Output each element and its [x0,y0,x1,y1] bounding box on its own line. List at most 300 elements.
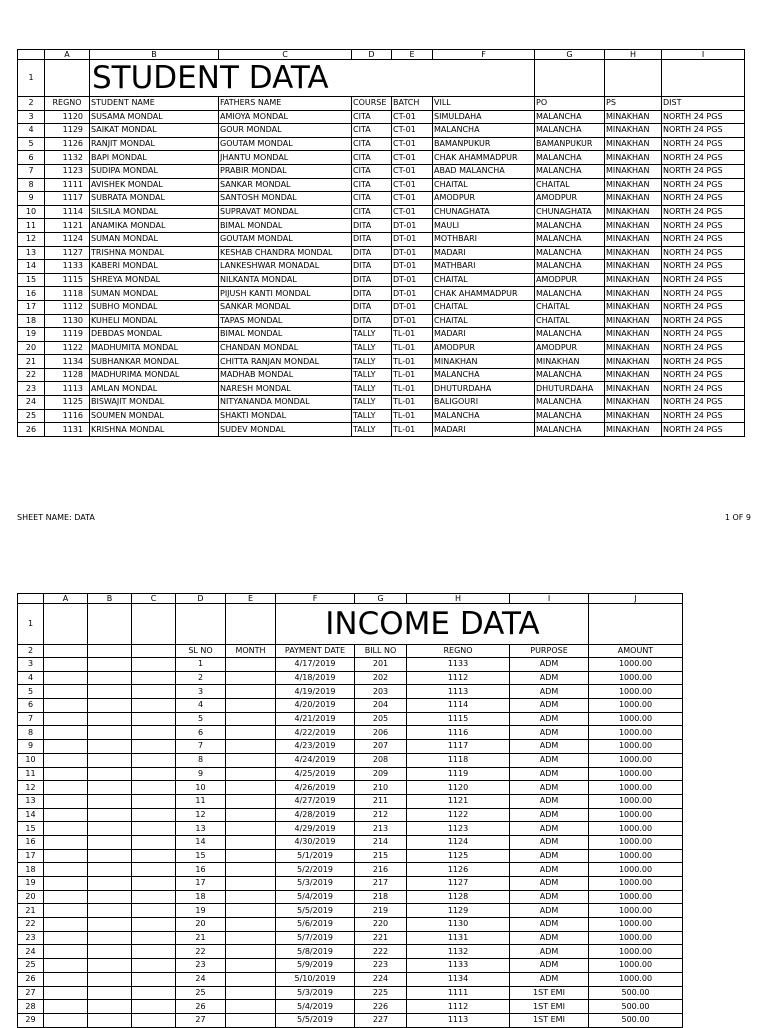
table-cell: MADHUMITA MONDAL [90,341,219,355]
table-cell: ADM [510,904,589,918]
table-cell: 5/2/2019 [276,863,355,877]
row-number: 24 [18,396,45,410]
table-cell: 1117 [407,740,510,754]
empty-cell [44,918,88,932]
table-row [18,178,745,192]
empty-cell [88,849,132,863]
table-cell: 1000.00 [589,959,683,973]
table-cell: ADM [510,658,589,672]
table-cell: ADM [510,972,589,986]
table-row [18,164,745,178]
empty-cell [226,931,276,945]
table-cell: MINAKHAN [605,137,662,151]
table-cell: AMODPUR [535,273,605,287]
table-row [18,959,683,973]
table-cell: SUSAMA MONDAL [90,110,219,124]
title-row [18,60,745,97]
empty-cell [44,849,88,863]
table-row [18,328,745,342]
table-cell: 207 [355,740,407,754]
empty-cell [88,959,132,973]
table-cell: MALANCHA [433,409,535,423]
header-row [18,645,683,658]
table-cell: 1000.00 [589,781,683,795]
empty-cell [88,753,132,767]
table-cell: 4/27/2019 [276,794,355,808]
table-row [18,712,683,726]
table-cell: MINAKHAN [605,246,662,260]
table-cell: MINAKHAN [433,355,535,369]
table-cell: 1112 [407,671,510,685]
empty-cell [226,740,276,754]
table-cell: 4/18/2019 [276,671,355,685]
table-row [18,658,683,672]
table-cell: MALANCHA [535,423,605,437]
table-cell: 1132 [45,151,90,165]
table-cell: 11 [176,794,226,808]
row-number: 9 [18,192,45,206]
table-cell: 1131 [45,423,90,437]
table-cell: DT-01 [392,246,433,260]
table-cell: 5/10/2019 [276,972,355,986]
empty-cell [132,822,176,836]
table-cell: 217 [355,877,407,891]
empty-cell [132,699,176,713]
row-number: 1 [18,604,44,645]
empty-cell [132,658,176,672]
table-cell: NORTH 24 PGS [662,423,745,437]
table-cell: 204 [355,699,407,713]
table-cell: TL-01 [392,382,433,396]
empty-cell [226,822,276,836]
table-cell: CHAITAL [433,300,535,314]
table-cell: 12 [176,808,226,822]
empty-cell [226,808,276,822]
table-cell: NORTH 24 PGS [662,151,745,165]
table-cell: CHAITAL [535,178,605,192]
table-row [18,986,683,1000]
table-cell: 205 [355,712,407,726]
table-cell: 4/28/2019 [276,808,355,822]
row-number: 9 [18,740,44,754]
table-row [18,931,683,945]
table-cell: MALANCHA [535,151,605,165]
table-cell: MALANCHA [535,232,605,246]
empty-cell [44,604,88,645]
table-cell: DT-01 [392,260,433,274]
empty-cell [88,931,132,945]
table-cell: AMIOYA MONDAL [219,110,352,124]
empty-cell [132,835,176,849]
row-number: 3 [18,110,45,124]
table-cell: SANKAR MONDAL [219,178,352,192]
table-cell: 209 [355,767,407,781]
column-letter: G [355,594,407,604]
table-cell: CT-01 [392,192,433,206]
table-row [18,849,683,863]
row-number: 14 [18,260,45,274]
empty-cell [44,658,88,672]
empty-cell [132,904,176,918]
table-cell: 26 [176,1000,226,1014]
empty-cell [44,877,88,891]
table-cell: 1111 [45,178,90,192]
empty-cell [226,890,276,904]
table-cell: CHUNAGHATA [535,205,605,219]
table-cell: MINAKHAN [605,164,662,178]
empty-cell [44,822,88,836]
table-cell: 4/19/2019 [276,685,355,699]
empty-cell [535,60,605,97]
row-number: 26 [18,972,44,986]
table-cell: SUDIPA MONDAL [90,164,219,178]
table-cell: 1000.00 [589,685,683,699]
table-cell: 1123 [407,822,510,836]
table-cell: MINAKHAN [535,355,605,369]
table-cell: DITA [352,314,392,328]
empty-cell [88,1000,132,1014]
row-number: 18 [18,314,45,328]
table-cell: NORTH 24 PGS [662,178,745,192]
table-cell: MALANCHA [535,260,605,274]
table-cell: ADM [510,931,589,945]
empty-cell [226,959,276,973]
table-cell: 1114 [45,205,90,219]
table-cell: MINAKHAN [605,300,662,314]
column-letter: C [132,594,176,604]
table-cell: 1000.00 [589,877,683,891]
column-letter: C [219,50,352,60]
table-cell: NORTH 24 PGS [662,341,745,355]
table-cell: 1115 [45,273,90,287]
empty-cell [88,712,132,726]
table-cell: 5/7/2019 [276,931,355,945]
empty-cell [44,904,88,918]
table-cell: ADM [510,794,589,808]
table-cell: 1ST EMI [510,986,589,1000]
empty-cell [226,685,276,699]
table-cell: 1124 [407,835,510,849]
empty-cell [132,877,176,891]
table-cell: 210 [355,781,407,795]
table-cell: ADM [510,849,589,863]
table-cell: ADM [510,767,589,781]
row-number: 3 [18,658,44,672]
student-data-table [17,49,745,437]
table-cell: 1134 [45,355,90,369]
table-cell: MADHAB MONDAL [219,368,352,382]
empty-cell [226,986,276,1000]
table-cell: CHAITAL [535,300,605,314]
table-cell: TALLY [352,368,392,382]
table-cell: NORTH 24 PGS [662,137,745,151]
table-cell: MALANCHA [535,110,605,124]
row-number: 8 [18,178,45,192]
table-cell: 1118 [407,753,510,767]
empty-cell [88,726,132,740]
table-row [18,382,745,396]
table-cell: NORTH 24 PGS [662,355,745,369]
table-cell: CHAITAL [433,178,535,192]
table-cell: MINAKHAN [605,328,662,342]
empty-cell [44,835,88,849]
empty-cell [226,794,276,808]
empty-cell [88,671,132,685]
row-number: 26 [18,423,45,437]
table-cell: CT-01 [392,110,433,124]
table-cell: NORTH 24 PGS [662,287,745,301]
table-cell: 1000.00 [589,794,683,808]
table-cell: 201 [355,658,407,672]
table-cell: MALANCHA [535,409,605,423]
table-row [18,945,683,959]
row-number: 15 [18,822,44,836]
column-letter: D [352,50,392,60]
table-cell: 222 [355,945,407,959]
table-cell: 16 [176,863,226,877]
empty-cell [88,972,132,986]
empty-cell [44,1013,88,1027]
table-cell: TALLY [352,355,392,369]
column-letter: F [433,50,535,60]
table-cell: CT-01 [392,178,433,192]
empty-cell [44,671,88,685]
table-cell: CITA [352,164,392,178]
row-number: 24 [18,945,44,959]
table-cell: NORTH 24 PGS [662,246,745,260]
empty-cell [45,60,90,97]
table-cell: RANJIT MONDAL [90,137,219,151]
table-cell: SANTOSH MONDAL [219,192,352,206]
empty-cell [226,835,276,849]
table-cell: CITA [352,110,392,124]
column-letter: D [176,594,226,604]
table-cell: 219 [355,904,407,918]
table-cell: BALIGOURI [433,396,535,410]
table-cell: MINAKHAN [605,396,662,410]
table-cell: SIMULDAHA [433,110,535,124]
empty-cell [132,712,176,726]
table-row [18,260,745,274]
table-cell: NORTH 24 PGS [662,260,745,274]
empty-cell [88,986,132,1000]
table-cell: 1116 [407,726,510,740]
table-cell: 4/24/2019 [276,753,355,767]
empty-cell [226,726,276,740]
row-number: 20 [18,890,44,904]
table-cell: DT-01 [392,232,433,246]
table-cell: 23 [176,959,226,973]
table-cell: 225 [355,986,407,1000]
empty-cell [132,1000,176,1014]
empty-cell [88,945,132,959]
table-row [18,151,745,165]
table-cell: 1113 [45,382,90,396]
table-cell: BIMAL MONDAL [219,328,352,342]
table-cell: NORTH 24 PGS [662,396,745,410]
table-cell: DITA [352,246,392,260]
table-cell: TALLY [352,328,392,342]
table-cell: CHAITAL [433,273,535,287]
sheet-name-footer: SHEET NAME: DATA [17,513,95,522]
table-cell: CHANDAN MONDAL [219,341,352,355]
table-cell: MALANCHA [433,368,535,382]
table-cell: 1121 [407,794,510,808]
table-cell: 10 [176,781,226,795]
empty-cell [132,1013,176,1027]
table-cell: GOUR MONDAL [219,124,352,138]
table-cell: MINAKHAN [605,368,662,382]
table-cell: ADM [510,822,589,836]
table-row [18,863,683,877]
table-cell: CHAK AHAMMADPUR [433,287,535,301]
table-cell: 6 [176,726,226,740]
table-cell: MALANCHA [535,124,605,138]
row-number: 6 [18,151,45,165]
table-cell: 1112 [407,1000,510,1014]
column-header: PO [535,97,605,111]
column-letter: J [589,594,683,604]
table-cell: 5/1/2019 [276,849,355,863]
table-cell: 8 [176,753,226,767]
table-cell: 1116 [45,409,90,423]
table-cell: 15 [176,849,226,863]
table-cell: 1124 [45,232,90,246]
row-number: 4 [18,124,45,138]
table-cell: TALLY [352,341,392,355]
empty-cell [88,767,132,781]
table-cell: 226 [355,1000,407,1014]
empty-cell [132,849,176,863]
table-row [18,753,683,767]
table-cell: 1125 [45,396,90,410]
table-cell: 1000.00 [589,835,683,849]
table-cell: ADM [510,890,589,904]
table-cell: 5/5/2019 [276,904,355,918]
table-cell: 7 [176,740,226,754]
table-cell: NORTH 24 PGS [662,232,745,246]
column-header: PAYMENT DATE [276,645,355,658]
table-cell: DT-01 [392,300,433,314]
row-number: 13 [18,246,45,260]
table-row [18,409,745,423]
table-cell: ADM [510,685,589,699]
column-letter: A [44,594,88,604]
empty-cell [88,781,132,795]
column-header: VILL [433,97,535,111]
table-cell: 1125 [407,849,510,863]
table-cell: KESHAB CHANDRA MONDAL [219,246,352,260]
table-cell: 1128 [45,368,90,382]
table-cell: 1131 [407,931,510,945]
table-cell: 1000.00 [589,712,683,726]
table-cell: MADARI [433,246,535,260]
table-cell: NORTH 24 PGS [662,273,745,287]
table-cell: 19 [176,904,226,918]
empty-cell [132,726,176,740]
table-cell: MINAKHAN [605,409,662,423]
table-cell: MINAKHAN [605,232,662,246]
table-cell: 1000.00 [589,740,683,754]
empty-cell [226,604,276,645]
table-cell: DITA [352,260,392,274]
table-cell: 1122 [45,341,90,355]
table-cell: CITA [352,151,392,165]
table-cell: 218 [355,890,407,904]
column-letter: I [510,594,589,604]
table-cell: 5/5/2019 [276,1013,355,1027]
table-cell: 1134 [407,972,510,986]
table-cell: CT-01 [392,124,433,138]
table-cell: CT-01 [392,164,433,178]
table-cell: SANKAR MONDAL [219,300,352,314]
table-cell: CHITTA RANJAN MONDAL [219,355,352,369]
table-cell: 500.00 [589,1013,683,1027]
table-cell: DITA [352,287,392,301]
table-cell: 1132 [407,945,510,959]
table-cell: KRISHNA MONDAL [90,423,219,437]
table-cell: SHREYA MONDAL [90,273,219,287]
column-letter: H [407,594,510,604]
empty-cell [176,604,226,645]
empty-cell [44,753,88,767]
row-number: 11 [18,767,44,781]
table-cell: 4/25/2019 [276,767,355,781]
table-cell: BAMANPUKUR [433,137,535,151]
empty-cell [44,986,88,1000]
empty-cell [88,699,132,713]
table-cell: 1000.00 [589,918,683,932]
empty-cell [132,808,176,822]
table-cell: MALANCHA [433,124,535,138]
empty-cell [132,890,176,904]
empty-cell [662,60,745,97]
table-row [18,740,683,754]
table-cell: 206 [355,726,407,740]
income-data-table [17,593,683,1028]
empty-cell [88,604,132,645]
table-cell: 1133 [45,260,90,274]
column-letter: B [90,50,219,60]
table-cell: 215 [355,849,407,863]
table-row [18,192,745,206]
table-cell: DHUTURDAHA [433,382,535,396]
table-row [18,273,745,287]
table-cell: 500.00 [589,986,683,1000]
table-cell: NORTH 24 PGS [662,164,745,178]
table-cell: 1127 [45,246,90,260]
table-cell: CT-01 [392,137,433,151]
empty-cell [132,604,176,645]
empty-cell [88,835,132,849]
table-cell: 25 [176,986,226,1000]
table-cell: DITA [352,273,392,287]
table-row [18,423,745,437]
table-row [18,1000,683,1014]
table-cell: 4/20/2019 [276,699,355,713]
table-cell: 18 [176,890,226,904]
table-cell: MINAKHAN [605,205,662,219]
table-cell: 202 [355,671,407,685]
column-header: STUDENT NAME [90,97,219,111]
table-cell: MALANCHA [535,287,605,301]
empty-cell [88,658,132,672]
table-cell: 500.00 [589,1000,683,1014]
table-cell: ADM [510,726,589,740]
empty-cell [88,685,132,699]
table-cell: 5/3/2019 [276,877,355,891]
empty-cell [88,877,132,891]
